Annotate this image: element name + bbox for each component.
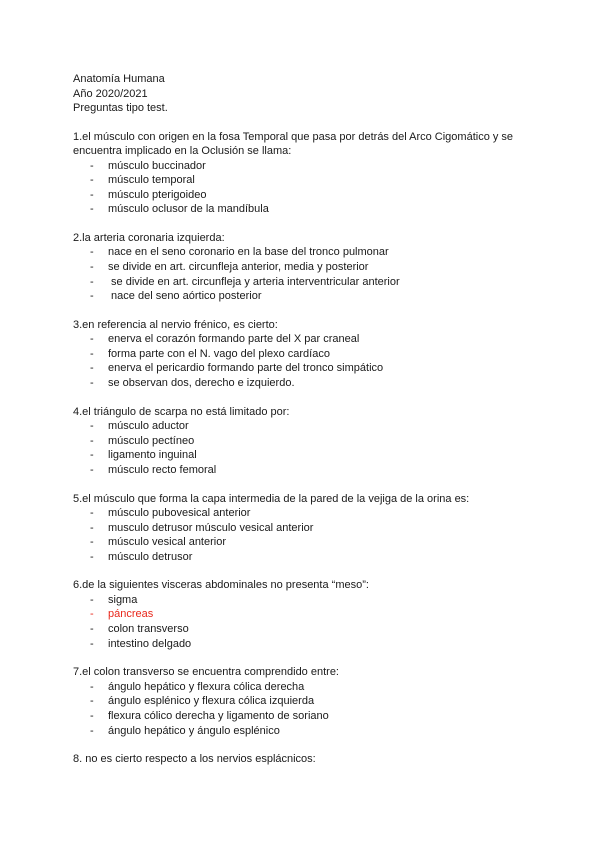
option-item (73, 159, 543, 174)
dash-bullet: - (90, 709, 94, 722)
question-text: 3.en referencia al nervio frénico, es cierto: (73, 318, 278, 331)
dash-bullet: - (90, 246, 94, 259)
option-text: músculo vesical anterior (108, 536, 226, 549)
option-text: se divide en art. circunfleja y arteria interventricular anterior (108, 275, 400, 288)
question-4 (73, 405, 543, 478)
option-item (73, 289, 543, 304)
option-text: ángulo esplénico y flexura cólica izquierda (108, 695, 315, 708)
question-5 (73, 492, 543, 565)
option-text: ligamento inguinal (108, 449, 197, 462)
option-text: músculo detrusor (108, 550, 193, 563)
option-item (73, 521, 543, 536)
option-item (73, 622, 543, 637)
option-item (73, 550, 543, 565)
dash-bullet: - (90, 623, 94, 636)
option-item (73, 463, 543, 478)
option-text: músculo oclusor de la mandíbula (108, 203, 269, 216)
question-7 (73, 665, 543, 738)
option-item (73, 376, 543, 391)
option-text: musculo detrusor músculo vesical anterior (108, 521, 314, 534)
option-text: intestino delgado (108, 637, 192, 650)
dash-bullet: - (90, 275, 94, 288)
document-header (73, 72, 543, 116)
option-text: músculo aductor (108, 420, 189, 433)
dash-bullet: - (90, 695, 94, 708)
option-item (73, 245, 543, 260)
dash-bullet: - (90, 536, 94, 549)
dash-bullet: - (90, 174, 94, 187)
option-text: músculo temporal (108, 174, 195, 187)
option-text: músculo pubovesical anterior (108, 507, 251, 519)
dash-bullet: - (90, 449, 94, 462)
option-text: nace en el seno coronario en la base del tronco pulmonar (108, 246, 389, 259)
option-text: nace del seno aórtico posterior (108, 290, 262, 303)
dash-bullet: - (90, 608, 94, 621)
option-list (73, 680, 543, 738)
option-item (73, 332, 543, 347)
question-2 (73, 231, 543, 304)
option-text: colon transverso (108, 623, 189, 636)
option-text: músculo recto femoral (108, 463, 217, 476)
dash-bullet: - (90, 521, 94, 534)
course-title: Anatomía Humana (73, 73, 165, 85)
option-text: se observan dos, derecho e izquierdo. (108, 377, 295, 390)
option-text: músculo pectíneo (108, 434, 195, 447)
option-item (73, 275, 543, 290)
option-item (73, 173, 543, 188)
question-text: 1.el músculo con origen en la fosa Temporal que pasa por detrás del Arco Cigomático y se encuentra implicado en la Oclusión se llama: (73, 130, 514, 157)
question-text: 2.la arteria coronaria izquierda: (73, 231, 225, 244)
dash-bullet: - (90, 290, 94, 303)
dash-bullet: - (90, 347, 94, 360)
option-text: músculo pterigoideo (108, 188, 207, 201)
option-item (73, 694, 543, 709)
option-list (73, 593, 543, 651)
option-list (73, 419, 543, 477)
dash-bullet: - (90, 507, 94, 519)
dash-bullet: - (90, 188, 94, 201)
dash-bullet: - (90, 203, 94, 216)
question-8 (73, 752, 543, 767)
option-text: enerva el corazón formando parte del X par craneal (108, 333, 360, 346)
dash-bullet: - (90, 593, 94, 606)
option-item (73, 434, 543, 449)
question-text: 4.el triángulo de scarpa no está limitado por: (73, 405, 290, 418)
option-item (73, 593, 543, 608)
option-item-highlighted (73, 607, 543, 622)
option-item (73, 419, 543, 434)
option-text: forma parte con el N. vago del plexo cardíaco (108, 347, 330, 360)
option-item (73, 188, 543, 203)
dash-bullet: - (90, 333, 94, 346)
dash-bullet: - (90, 463, 94, 476)
question-text: 6.de la siguientes visceras abdominales no presenta “meso”: (73, 579, 369, 592)
question-3 (73, 318, 543, 391)
option-item (73, 535, 543, 550)
question-1 (73, 130, 543, 217)
dash-bullet: - (90, 550, 94, 563)
question-text: 8. no es cierto respecto a los nervios esplácnicos: (73, 753, 316, 766)
option-text: páncreas (108, 608, 154, 621)
dash-bullet: - (90, 362, 94, 375)
question-6 (73, 578, 543, 651)
option-text: se divide en art. circunfleja anterior, media y posterior (108, 260, 369, 273)
dash-bullet: - (90, 680, 94, 693)
option-item (73, 680, 543, 695)
document-page (73, 72, 543, 767)
option-item (73, 506, 543, 521)
dash-bullet: - (90, 260, 94, 273)
academic-year: Año 2020/2021 (73, 87, 148, 100)
option-list (73, 245, 543, 303)
option-item (73, 709, 543, 724)
option-text: ángulo hepático y flexura cólica derecha (108, 680, 305, 693)
option-text: enerva el pericardio formando parte del tronco simpático (108, 362, 384, 375)
option-list (73, 159, 543, 217)
question-text: 7.el colon transverso se encuentra comprendido entre: (73, 666, 339, 679)
option-item (73, 347, 543, 362)
dash-bullet: - (90, 377, 94, 390)
dash-bullet: - (90, 420, 94, 433)
option-item (73, 448, 543, 463)
option-item (73, 361, 543, 376)
option-item (73, 202, 543, 217)
option-item (73, 724, 543, 739)
option-text: ángulo hepático y ángulo esplénico (108, 724, 280, 737)
option-text: sigma (108, 593, 138, 606)
option-list (73, 332, 543, 390)
option-item (73, 260, 543, 275)
option-text: flexura cólico derecha y ligamento de soriano (108, 709, 329, 722)
option-text: músculo buccinador (108, 159, 206, 172)
option-list (73, 506, 543, 564)
dash-bullet: - (90, 434, 94, 447)
dash-bullet: - (90, 724, 94, 737)
option-item (73, 637, 543, 652)
dash-bullet: - (90, 637, 94, 650)
section-title: Preguntas tipo test. (73, 102, 168, 114)
dash-bullet: - (90, 159, 94, 172)
question-text: 5.el músculo que forma la capa intermedia de la pared de la vejiga de la orina es: (73, 492, 470, 505)
